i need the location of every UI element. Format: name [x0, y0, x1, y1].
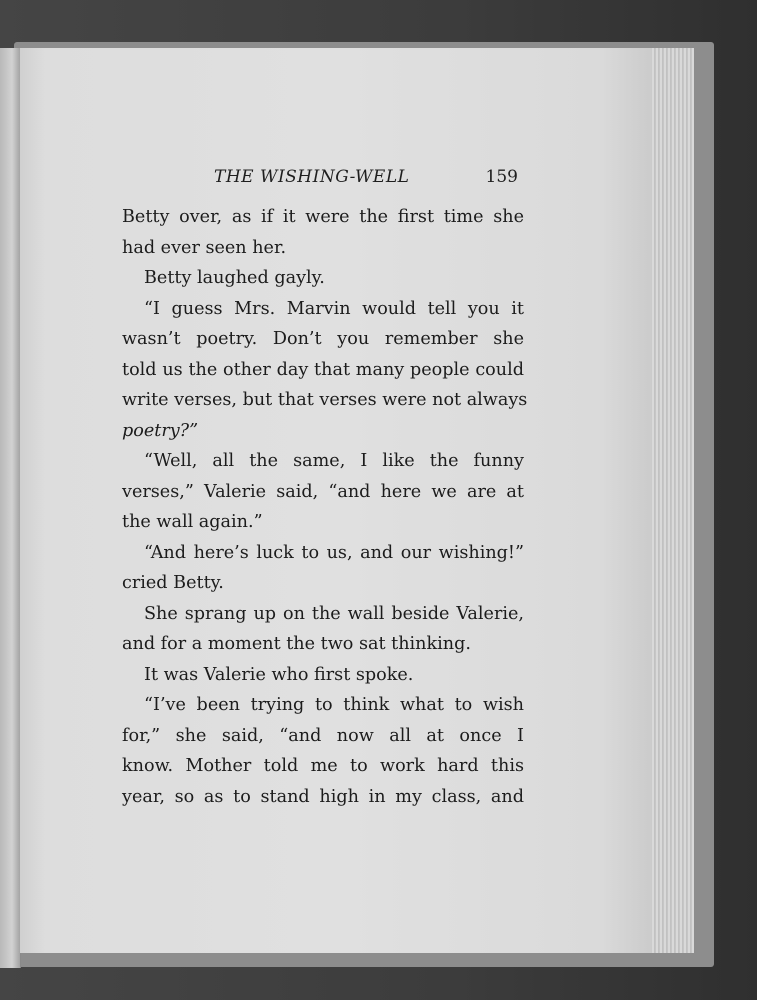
text-line: year, so as to stand high in my class, and [122, 786, 524, 807]
text-line: told us the other day that many people could [122, 359, 524, 380]
text-line: Betty laughed gayly. [144, 268, 325, 288]
text-line: wasn’t poetry. Don’t you remember she [122, 329, 524, 349]
page-number: 159 [485, 167, 518, 187]
text-line: and for a moment the two sat thinking. [122, 634, 471, 654]
text-line: It was Valerie who first spoke. [144, 664, 414, 685]
body-text [122, 202, 528, 812]
text-line: the wall again.” [122, 512, 263, 532]
page-edges [648, 48, 694, 953]
text-line: for,” she said, “and now all at once I [122, 725, 524, 746]
text-line: She sprang up on the wall beside Valerie, [144, 603, 524, 624]
running-head [120, 167, 520, 191]
text-line: Betty over, as if it were the first time she [122, 207, 524, 227]
text-line: know. Mother told me to work hard this [122, 756, 524, 776]
text-line: write verses, but that verses were not always [122, 390, 528, 410]
page-title: THE WISHING-WELL [214, 167, 410, 187]
text-line: “Well, all the same, I like the funny [144, 451, 524, 471]
text-line: “I’ve been trying to think what to wish [144, 695, 524, 715]
text-line: poetry?” [122, 420, 199, 441]
text-line: “And here’s luck to us, and our wishing!” [144, 542, 524, 563]
text-line: had ever seen her. [122, 237, 287, 258]
facing-page-edge [0, 48, 21, 968]
text-line: verses,” Valerie said, “and here we are at [122, 481, 524, 502]
text-line: cried Betty. [122, 573, 224, 593]
text-line: “I guess Mrs. Marvin would tell you it [144, 298, 524, 319]
